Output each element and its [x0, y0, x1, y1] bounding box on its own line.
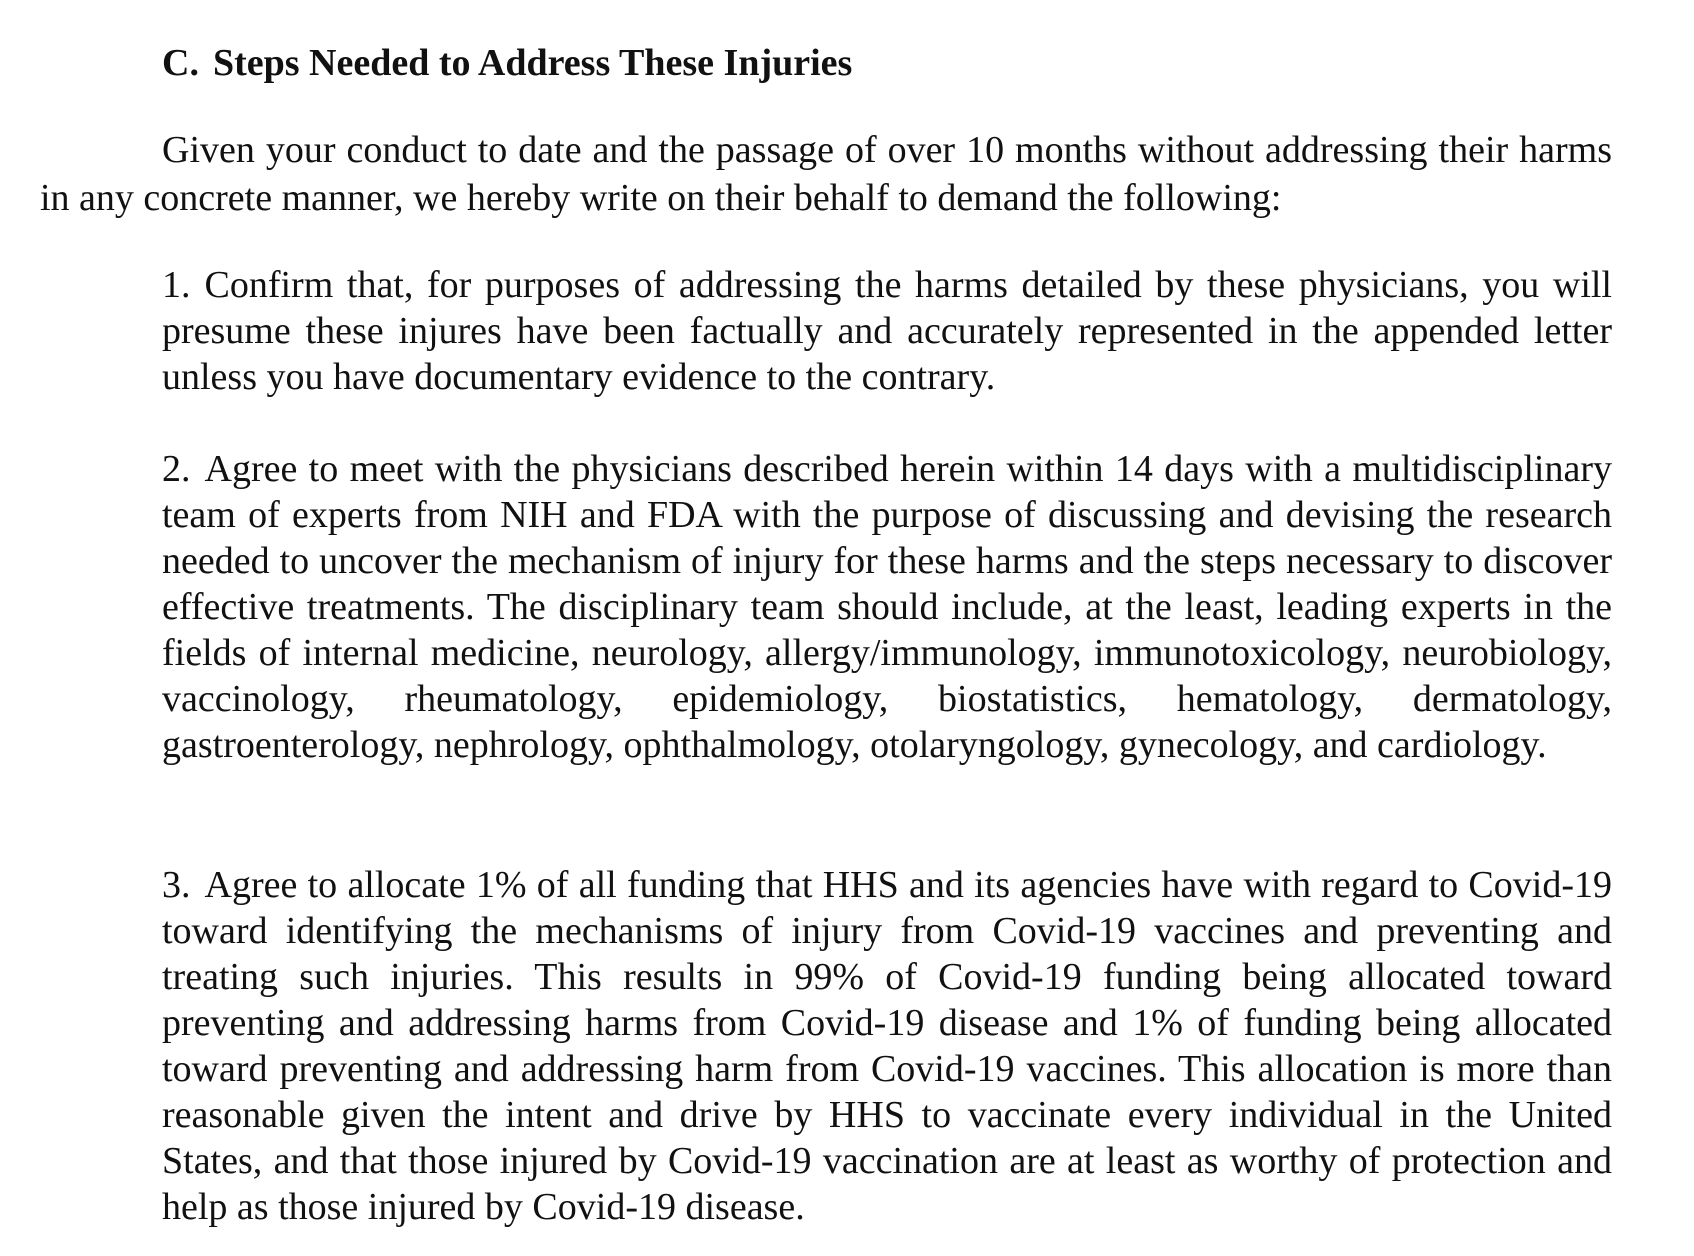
intro-paragraph: Given your conduct to date and the passage of over 10 months without addressing their harms in any concrete manner, we hereby write on their behalf to demand the following:: [40, 129, 1612, 219]
item-number: 1.: [162, 264, 191, 306]
section-letter: C.: [162, 42, 199, 84]
section-title: Steps Needed to Address These Injuries: [212, 42, 853, 84]
demand-item-3: [162, 862, 1612, 1230]
item-text: Agree to meet with the physicians described herein within 14 days with a multidisciplinary team of experts from NIH and FDA with the purpose of discussing and devising the research needed to uncover the mechanism of injury for these harms and the steps necessary to discover effective treatments. The disciplinary team should include, at the least, leading experts in the fields of internal medicine, neurology, allergy/immunology, immunotoxicology, neurobiology, vaccinology, rheumatology, epidemiology, biostatistics, hematology, dermatology, gastroenterology, nephrology, ophthalmology, otolaryngology, gynecology, and cardiology.: [162, 448, 1612, 766]
item-number: 3.: [162, 864, 191, 906]
demand-item-2: [162, 446, 1612, 768]
item-number: 2.: [162, 448, 191, 490]
item-text: Agree to allocate 1% of all funding that HHS and its agencies have with regard to Covid-19 toward identifying the mechanisms of injury from Covid-19 vaccines and preventing and treating such injuries. This results in 99% of Covid-19 funding being allocated toward preventing and addressing harms from Covid-19 disease and 1% of funding being allocated toward preventing and addressing harm from Covid-19 vaccines. This allocation is more than reasonable given the intent and drive by HHS to vaccinate every individual in the United States, and that those injured by Covid-19 vaccination are at least as worthy of protection and help as those injured by Covid-19 disease.: [162, 864, 1612, 1228]
demand-item-1: [162, 262, 1612, 400]
section-heading: [162, 38, 852, 88]
item-text: Confirm that, for purposes of addressing the harms detailed by these physicians, you will presume these injures have been factually and accurately represented in the appended letter unless you have documentary evidence to the contrary.: [162, 264, 1612, 398]
